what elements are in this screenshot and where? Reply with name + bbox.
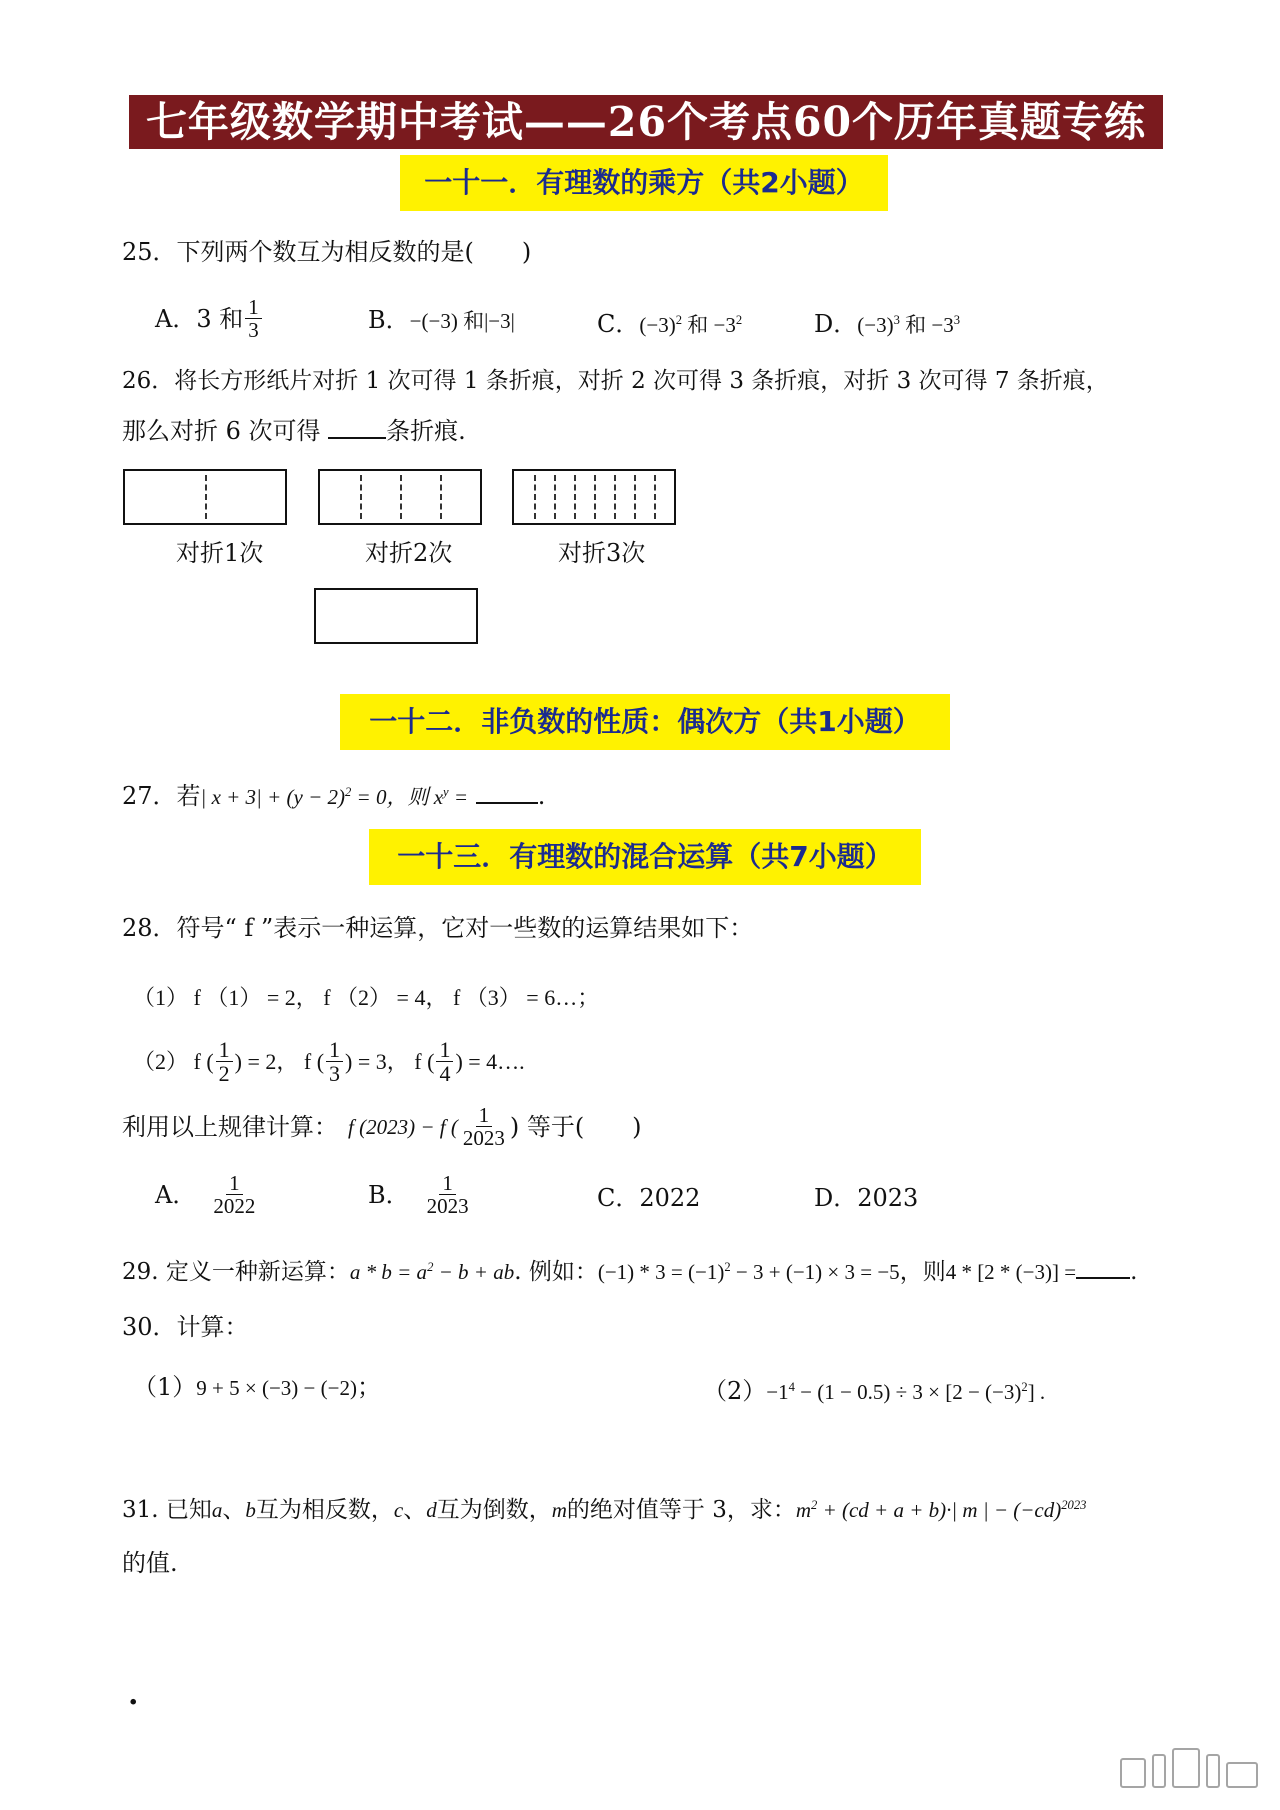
q29-pre: 29. 定义一种新运算： [122, 1259, 350, 1285]
fold-caption-1: 对折1次 [176, 539, 264, 567]
q25-c-mid: 和 −3 [682, 313, 736, 337]
var-a: a [211, 1498, 223, 1522]
var-c: c [393, 1498, 404, 1522]
q25-option-d [814, 305, 960, 340]
fold-caption-2: 对折2次 [365, 539, 453, 567]
q25-c-exp1: 2 [675, 313, 683, 327]
q28-ask-fraction [460, 1104, 508, 1149]
fold-diagram-blank [314, 588, 478, 644]
q25-option-b [368, 305, 515, 336]
fold-line [534, 475, 536, 519]
fold-line [574, 475, 576, 519]
q30-part2-exp2: 2 [1021, 1380, 1028, 1394]
q30-part-1 [133, 1372, 381, 1403]
q25-option-b-expr: −(−3) 和|−3| [409, 309, 515, 333]
q31-expr-b: + (cd + a + b)·| m | − (−cd) [817, 1498, 1062, 1522]
q30-part2-c: ] . [1027, 1380, 1046, 1404]
q31-t2: 互为倒数， [436, 1497, 552, 1523]
q28-option-b [368, 1172, 474, 1217]
logo-block [1172, 1748, 1200, 1788]
watermark-logo [1120, 1748, 1258, 1788]
q25-option-d-label: D． [814, 310, 858, 338]
q28-rule-2 [133, 1038, 525, 1085]
q28-option-b-label: B． [368, 1180, 410, 1209]
var-d: d [426, 1498, 437, 1522]
question-28-stem: 28．符号“ f ”表示一种运算，它对一些数的运算结果如下： [122, 914, 754, 942]
q28-rule2-v1: ) = 2， f ( [234, 1048, 325, 1074]
question-27 [122, 777, 545, 812]
fold-line [594, 475, 596, 519]
fraction-denominator: 3 [248, 318, 259, 343]
q25-d-exp1: 3 [893, 313, 900, 327]
q31-t3: 的绝对值等于 3，求： [566, 1497, 796, 1523]
q28-option-b-fraction [424, 1172, 472, 1217]
q30-part2-label: （2） [703, 1377, 767, 1405]
q28-option-c: C．2022 [597, 1184, 701, 1212]
q25-option-b-label: B． [368, 306, 410, 334]
q26-line2-pre: 那么对折 6 次可得 [122, 417, 321, 445]
q28-rule2-v3: ) = 4…. [455, 1048, 525, 1074]
logo-block [1120, 1758, 1146, 1788]
fold-diagram-1 [123, 469, 287, 525]
q31-expr-exp2: 2023 [1061, 1498, 1087, 1512]
q28-fraction-2 [326, 1038, 343, 1085]
var-b: b [245, 1498, 256, 1522]
fraction-denominator: 4 [439, 1061, 451, 1087]
fraction-denominator: 2 [218, 1061, 230, 1087]
question-30-stem: 30．计算： [122, 1313, 249, 1341]
fraction-denominator: 2022 [213, 1194, 256, 1219]
question-26-line1: 26．将长方形纸片对折 1 次可得 1 条折痕，对折 2 次可得 3 条折痕，对折 3 次可得 7 条折痕， [122, 368, 1109, 394]
q29-def-b: − b + ab [433, 1260, 515, 1284]
q30-part2-b: − (1 − 0.5) ÷ 3 × [2 − (−3) [794, 1380, 1022, 1404]
q28-ask-pre: 利用以上规律计算： [122, 1112, 338, 1141]
q25-option-a-fraction [245, 296, 262, 341]
logo-block [1152, 1754, 1166, 1788]
fold-line [360, 475, 362, 519]
question-31 [122, 1490, 1086, 1525]
page-title: 七年级数学期中考试——26个考点60个历年真题专练 [129, 95, 1163, 149]
q27-pre: 27．若 [122, 782, 201, 810]
fraction-numerator: 1 [226, 1172, 243, 1195]
q29-then: ，则 [899, 1259, 946, 1285]
q30-part2-a: −1 [766, 1380, 789, 1404]
q28-option-d: D．2023 [814, 1184, 919, 1212]
fraction-numerator: 1 [326, 1038, 343, 1062]
answer-blank[interactable] [1076, 1277, 1130, 1279]
q25-option-c-label: C． [597, 310, 640, 338]
q30-part1-label: （1） [133, 1373, 197, 1401]
q28-ask-expr: f (2023) − f ( [348, 1114, 458, 1139]
q31-pre: 31. 已知 [122, 1497, 212, 1523]
q27-exp1: 2 [344, 785, 352, 799]
q25-option-a [155, 296, 264, 341]
q27-expr1: | x + 3| + (y − 2) [200, 785, 345, 809]
q28-option-a-fraction [210, 1172, 258, 1217]
section-heading-11: 一十一．有理数的乘方（共2小题） [400, 155, 888, 211]
fraction-numerator: 1 [439, 1172, 456, 1195]
fold-caption-3: 对折3次 [558, 539, 646, 567]
q31-sep1: 、 [222, 1497, 246, 1523]
q28-rule2-v2: ) = 3， f ( [345, 1048, 435, 1074]
q31-sep2: 、 [403, 1497, 427, 1523]
fold-line [614, 475, 616, 519]
q27-exp2: y [443, 785, 449, 799]
fold-line [400, 475, 402, 519]
q27-expr2: = 0，则 x [351, 785, 444, 809]
q28-rule2-pre: （2） f ( [133, 1048, 214, 1074]
fraction-numerator: 1 [216, 1038, 233, 1062]
q28-ask [122, 1104, 642, 1149]
fold-line [634, 475, 636, 519]
logo-block [1226, 1762, 1258, 1788]
answer-blank[interactable] [328, 437, 386, 439]
question-26-line2 [122, 416, 466, 446]
q29-ex-exp: 2 [724, 1260, 731, 1274]
q25-option-c [597, 305, 742, 340]
q28-fraction-3 [436, 1038, 453, 1085]
q25-d-mid: 和 −3 [899, 313, 954, 337]
q28-rule-1: （1） f （1） = 2， f （2） = 4， f （3） = 6…； [133, 985, 600, 1010]
q31-expr-a: m [795, 1498, 812, 1522]
q29-def-exp: 2 [427, 1260, 434, 1274]
q29-ex-a: (−1) * 3 = (−1) [597, 1260, 725, 1284]
fold-line [205, 475, 207, 519]
q29-ask: 4 * [2 * (−3)] = [945, 1260, 1077, 1284]
footer-dot: . [128, 1677, 139, 1712]
q25-c-base: (−3) [639, 313, 676, 337]
q27-post: . [537, 782, 546, 810]
section-heading-13: 一十三．有理数的混合运算（共7小题） [369, 829, 921, 885]
fraction-denominator: 2023 [462, 1126, 505, 1151]
q30-part-2 [703, 1372, 1045, 1407]
q25-option-a-label: A．3 和 [155, 304, 244, 333]
q25-d-base: (−3) [857, 313, 894, 337]
fold-line [654, 475, 656, 519]
fold-diagram-3 [512, 469, 676, 525]
q28-option-a [155, 1172, 260, 1217]
q31-t1: 互为相反数， [255, 1497, 394, 1523]
question-25-stem: 25．下列两个数互为相反数的是( ) [122, 238, 532, 266]
answer-blank[interactable] [476, 802, 538, 804]
q29-mid: . 例如： [514, 1259, 598, 1285]
q26-line2-post: 条折痕. [386, 417, 466, 445]
question-29 [122, 1252, 1137, 1287]
var-m: m [551, 1498, 567, 1522]
q29-post: . [1130, 1259, 1138, 1285]
q30-part1-post: ； [356, 1373, 381, 1401]
q29-ex-b: − 3 + (−1) × 3 = −5 [730, 1260, 900, 1284]
q28-ask-post: ) 等于( ) [509, 1112, 642, 1141]
fold-line [554, 475, 556, 519]
fraction-numerator: 1 [476, 1104, 493, 1127]
q31-expr-exp1: 2 [811, 1498, 818, 1512]
q29-def-a: a * b = a [349, 1260, 428, 1284]
q25-c-exp2: 2 [735, 313, 743, 327]
q28-option-a-label: A． [155, 1180, 197, 1209]
fold-line [440, 475, 442, 519]
q27-expr3: = [448, 785, 469, 809]
logo-block [1206, 1754, 1220, 1788]
question-31-line2: 的值. [122, 1549, 178, 1577]
fraction-numerator: 1 [436, 1038, 453, 1062]
section-heading-12: 一十二．非负数的性质：偶次方（共1小题） [340, 694, 950, 750]
fraction-denominator: 2023 [426, 1194, 469, 1219]
q30-part2-exp1: 4 [788, 1380, 795, 1394]
q28-fraction-1 [216, 1038, 233, 1085]
q25-d-exp2: 3 [953, 313, 961, 327]
fraction-numerator: 1 [245, 296, 262, 319]
fraction-denominator: 3 [329, 1061, 341, 1087]
q30-part1-expr: 9 + 5 × (−3) − (−2) [196, 1376, 357, 1400]
fold-diagram-2 [318, 469, 482, 525]
